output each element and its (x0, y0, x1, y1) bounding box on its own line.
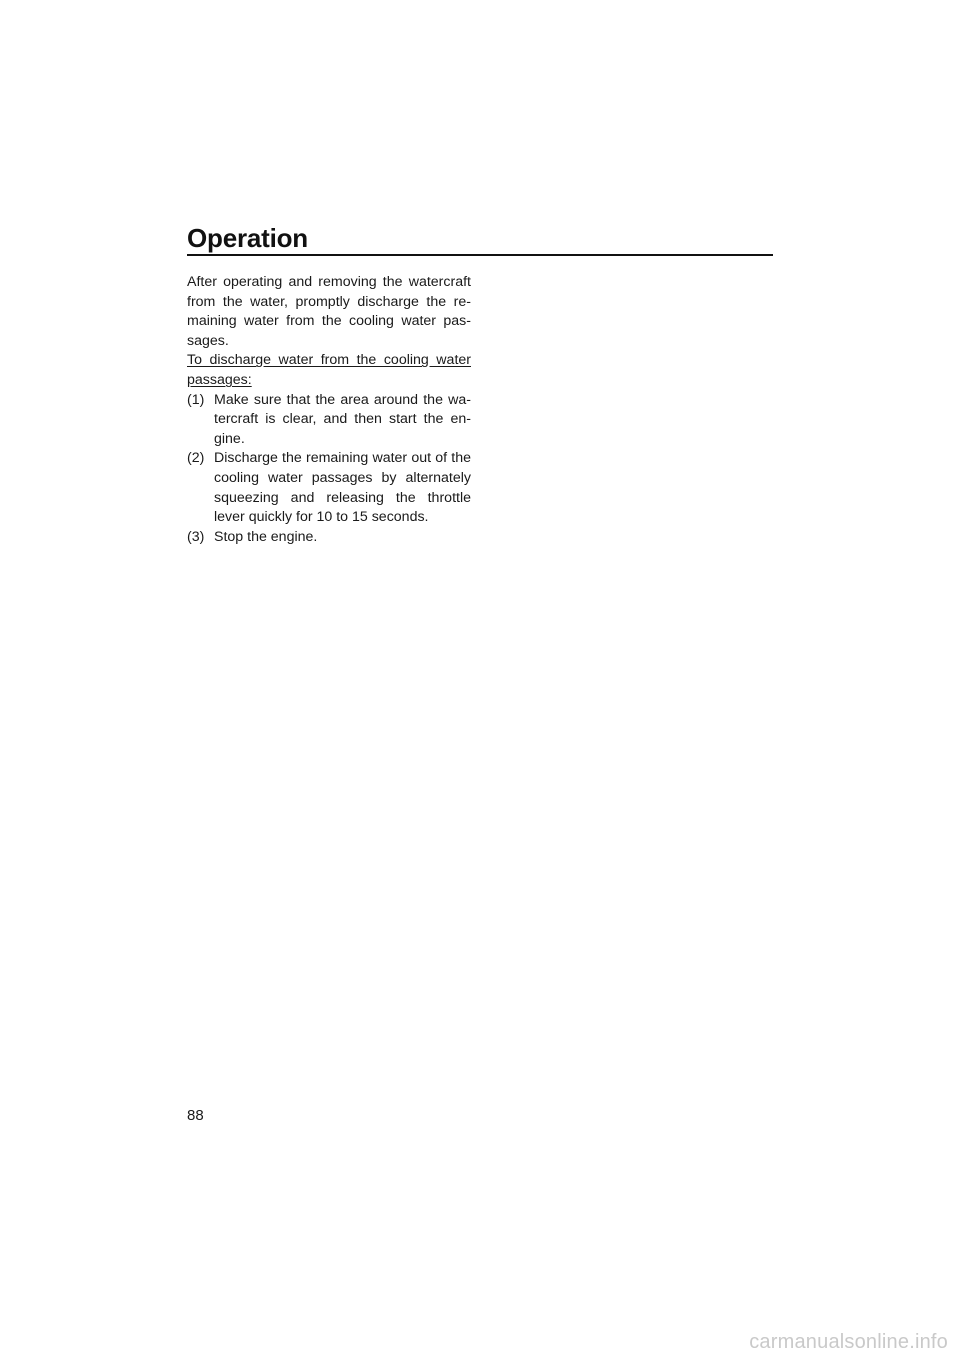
step-number: (3) (187, 528, 205, 545)
page-number: 88 (187, 1107, 204, 1124)
procedure-heading: To discharge water from the cooling water passages: (187, 352, 471, 388)
procedure-steps (187, 391, 471, 548)
step-text: Make sure that the area around the wa-tercraft is clear, and then start the en-gine. (214, 391, 471, 447)
step-text: Discharge the remaining water out of the cooling water passages by alternately squeezing and releasing the throttle lever quickly for 10 to 15 seconds. (214, 450, 471, 526)
watermark: carmanualsonline.info (749, 1331, 948, 1353)
step-item (187, 528, 471, 548)
section-title: Operation (187, 223, 308, 253)
step-item (187, 391, 471, 450)
step-number: (2) (187, 450, 205, 467)
step-number: (1) (187, 391, 205, 408)
step-text: Stop the engine. (214, 528, 318, 545)
header-rule (187, 254, 773, 256)
step-item (187, 449, 471, 527)
intro-paragraph: After operating and removing the watercraft from the water, promptly discharge the re-maining water from the cooling water pas-sages. (187, 274, 471, 349)
content-column (187, 273, 471, 547)
page-header (187, 222, 773, 256)
